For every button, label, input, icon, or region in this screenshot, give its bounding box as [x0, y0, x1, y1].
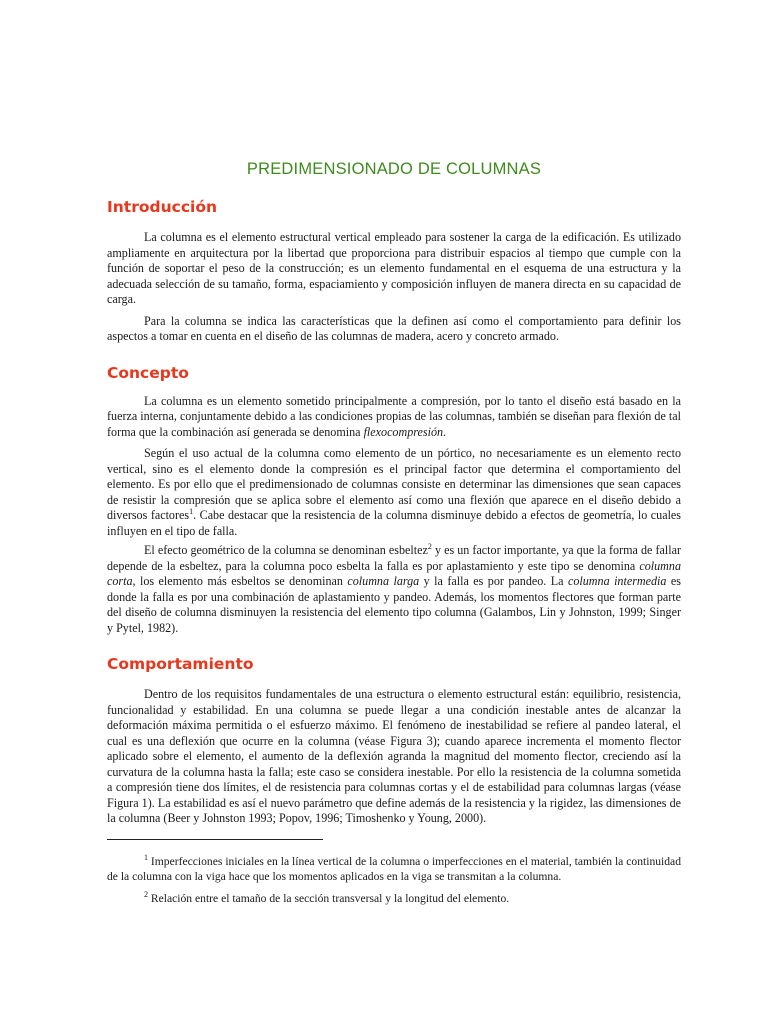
- intro-paragraph-1: La columna es el elemento estructural vertical empleado para sostener la carga de la edificación. Es utilizado ampliamente en arquitectura por la libertad que proporciona para distribuir espacios al tiempo que cumple con la función de soportar el peso de la construcción; es un elemento fundamental en el esquema de una estructura y la adecuada selección de su tamaño, forma, espaciamiento y composición influyen de manera directa en su capacidad de carga.: [107, 230, 681, 306]
- footnote-ref-2: 2: [427, 541, 432, 551]
- heading-comportamiento: Comportamiento: [107, 655, 254, 673]
- term-columna-intermedia: columna intermedia: [567, 574, 667, 588]
- footnotes: [107, 854, 681, 906]
- term-columna-corta: columna corta: [107, 558, 681, 588]
- behavior-paragraph-1: Dentro de los requisitos fundamentales de una estructura o elemento estructural están: equilibrio, resistencia, funcionalidad y estabilidad. En una columna se puede llegar a una condición inestable antes de alcanzar la deformación máxima permitida o el esfuerzo máximo. El fenómeno de inestabilidad se refiere al pandeo lateral, el cual es una deflexión que ocurre en la columna (véase Figura 3); cuando aparece incrementa el momento flector aplicado sobre el elemento, el aumento de la deflexión agranda la magnitud del momento flector, creciendo así la curvatura de la columna hasta la falla; este caso se considera inestable. Por ello la resistencia de la columna sometida a compresión tiene dos límites, el de resistencia para columnas cortas y el de estabilidad para columnas largas (véase Figura 1). La estabilidad es así el nuevo parámetro que define además de la resistencia y la rigidez, las dimensiones de la columna (Beer y Johnston 1993; Popov, 1996; Timoshenko y Young, 2000).: [107, 687, 681, 825]
- concept-paragraph-2: Según el uso actual de la columna como elemento de un pórtico, no necesariamente es un elemento recto vertical, sino es el elemento donde la compresión es el principal factor que determina el comportamiento del elemento. Es por ello que el predimensionado de columnas consiste en determinar las dimensiones que sean capaces de resistir la compresión que se aplica sobre el elemento así como una flexión que aparece en el diseño debido a diversos factores$^1$. Cabe destacar que la resistencia de la columna disminuye debido a efectos de geometría, lo cuales influyen en el tipo de falla.: [107, 446, 682, 538]
- heading-introduccion: Introducción: [107, 198, 218, 216]
- footnote-separator: [107, 839, 323, 840]
- footnote-ref-1: 1: [189, 506, 194, 516]
- intro-paragraph-2: Para la columna se indica las características que la definen así como el comportamiento para definir los aspectos a tomar en cuenta en el diseño de las columnas de madera, acero y concreto armado.: [107, 313, 681, 343]
- footnote-mark-2: 2: [144, 889, 148, 899]
- concept-paragraph-3: El efecto geométrico de la columna se denominan esbeltez$^2$ y es un factor importante, ya que la forma de fallar depende de la esbeltez, para la columna poco esbelta la falla es por aplastamiento y este tipo se denomina columna corta, los elemento más esbeltos se denominan columna larga y la falla es por pandeo. La columna intermedia es donde la falla es por una combinación de aplastamiento y pandeo. Además, los momentos flectores que forman parte del diseño de columna disminuyen la resistencia del elemento tipo columna (Galambos, Lin y Johnston, 1999; Singer y Pytel, 1982).: [107, 541, 681, 635]
- term-flexocompresion: flexocompresión: [363, 424, 444, 439]
- term-columna-larga: columna larga: [347, 574, 420, 588]
- concept-paragraph-1: La columna es un elemento sometido principalmente a compresión, por lo tanto el diseño está basado en la fuerza interna, conjuntamente debido a las condiciones propias de las columnas, también se diseñan para flexión de tal forma que la combinación así generada se denomina flexocompresión.: [107, 393, 681, 439]
- footnote-2: $^2$ Relación entre el tamaño de la sección transversal y la longitud del elemento.: [144, 889, 510, 905]
- document-title: PREDIMENSIONADO DE COLUMNAS: [246, 160, 542, 178]
- footnote-1: $^1$ Imperfecciones iniciales en la línea vertical de la columna o imperfecciones en el material, también la continuidad de la columna con la viga hace que los momentos aplicados en la viga se transmitan a la columna.: [107, 852, 681, 883]
- heading-concepto: Concepto: [107, 363, 189, 382]
- footnote-mark-1: 1: [144, 852, 148, 862]
